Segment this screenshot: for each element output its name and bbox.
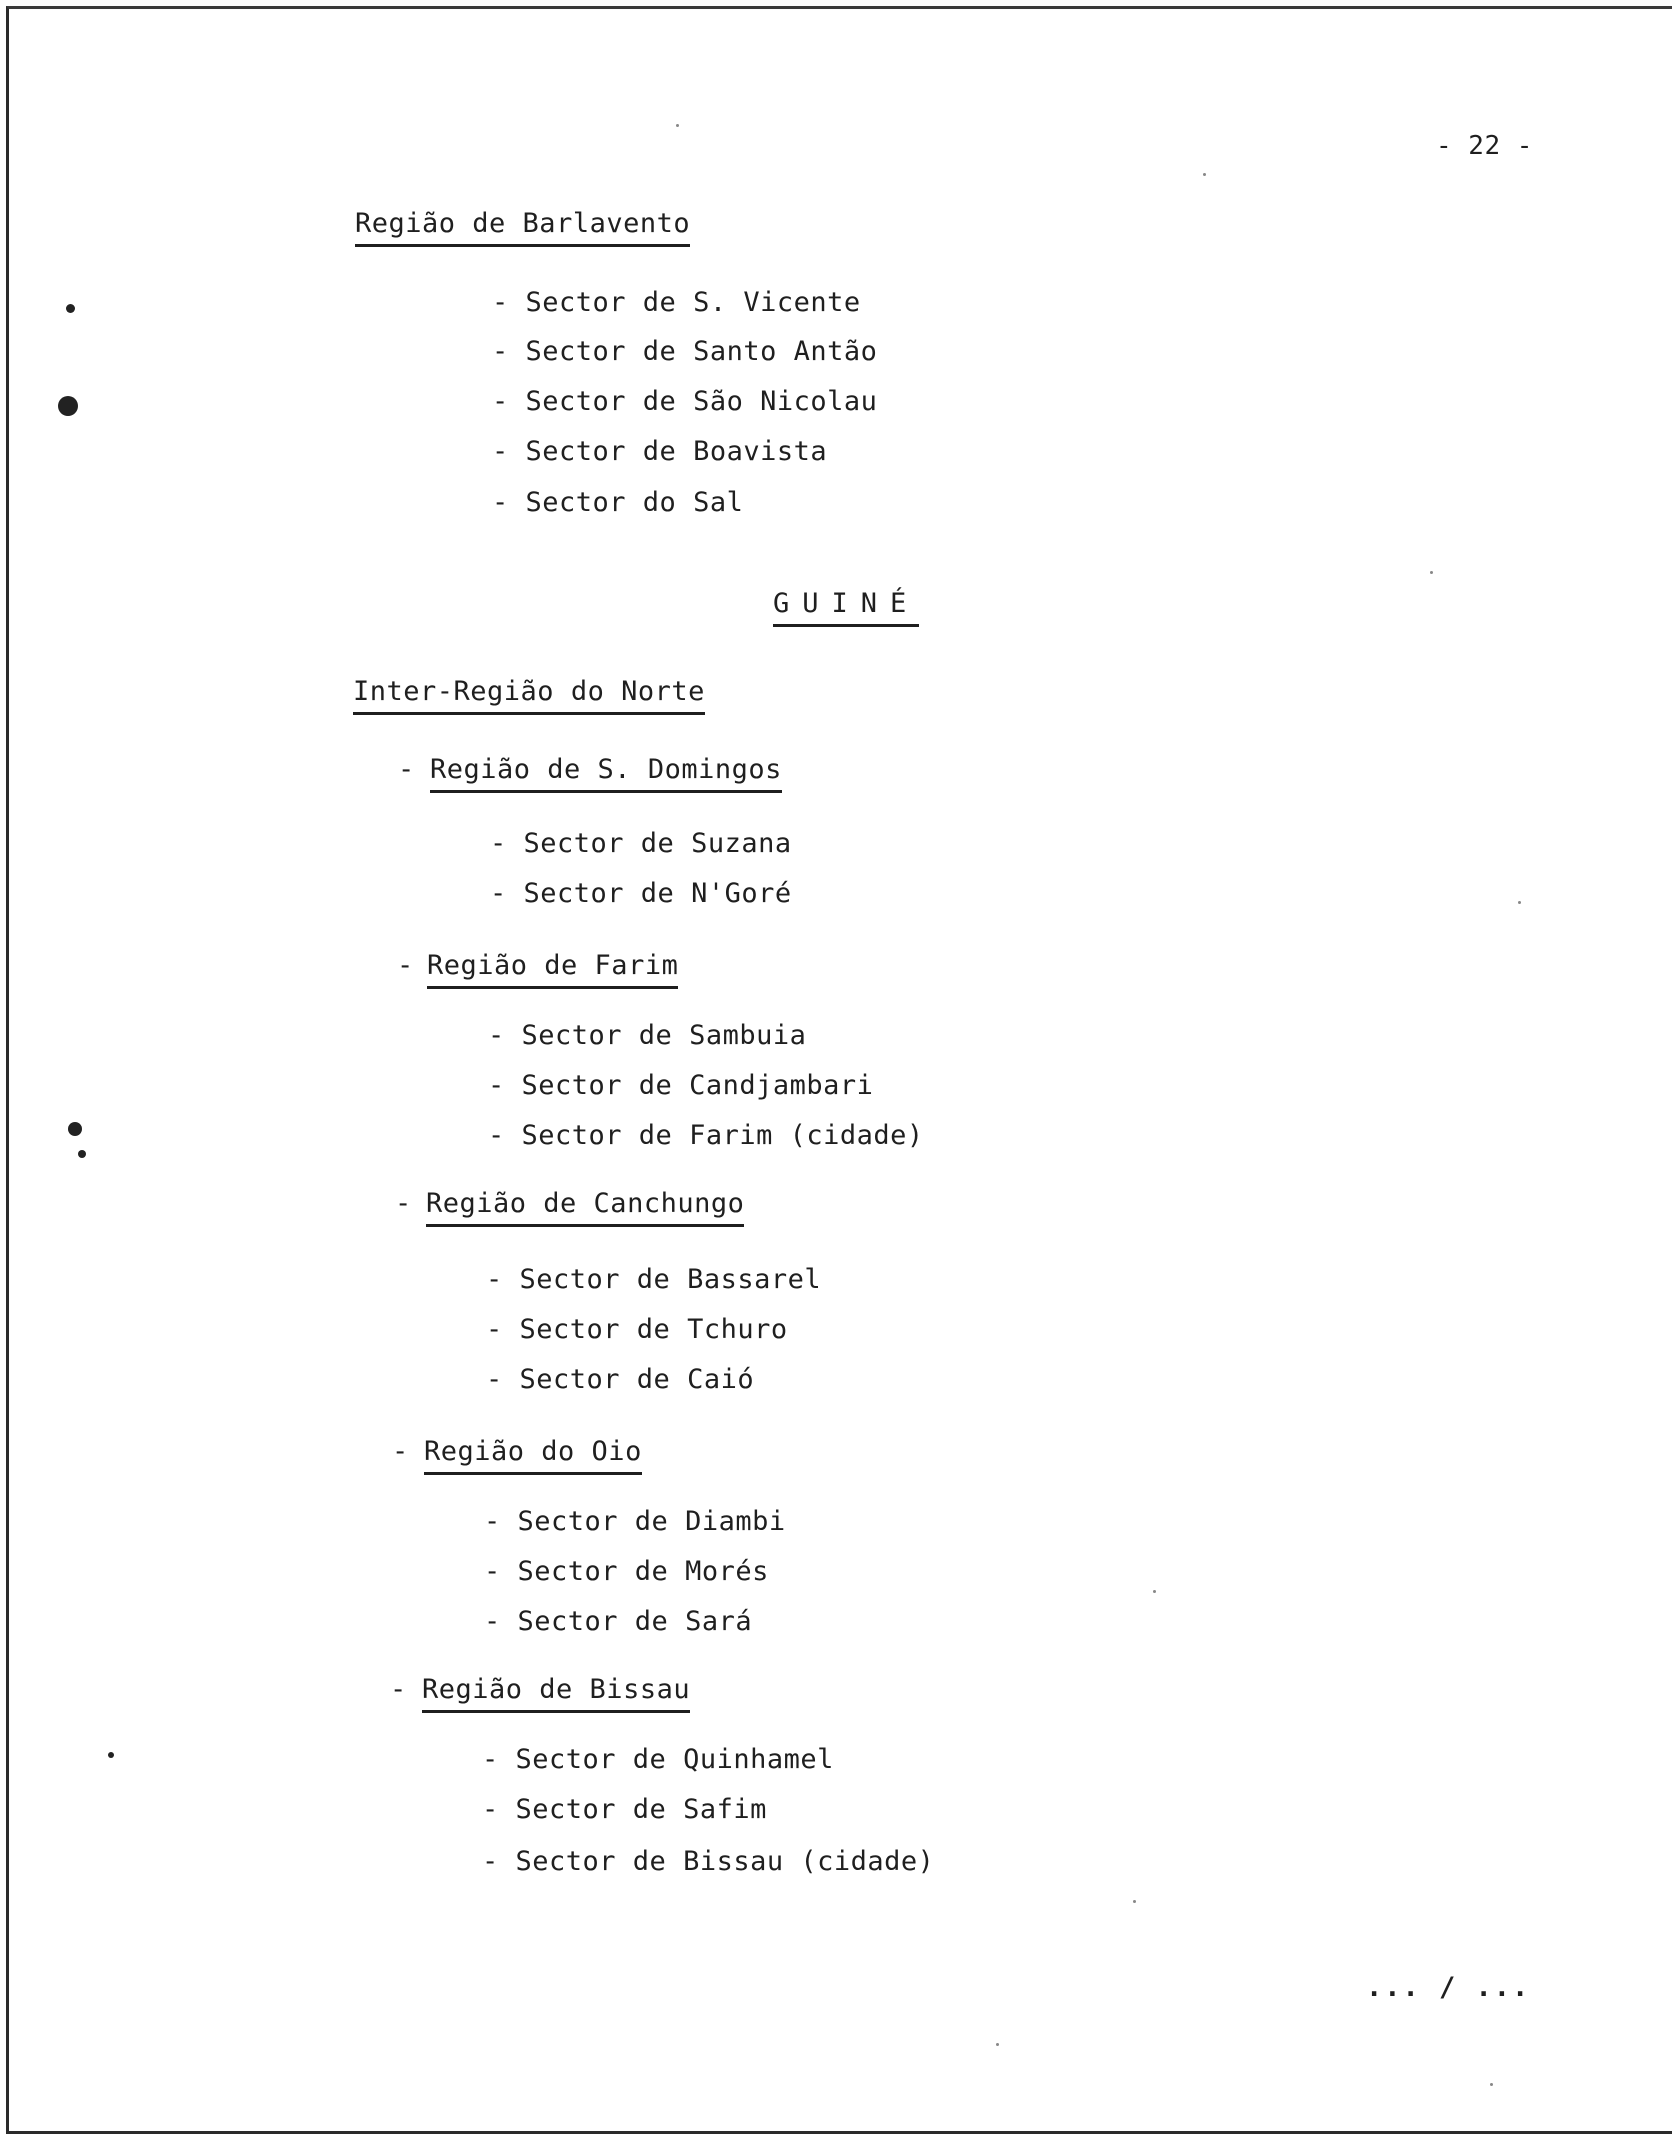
- list-item: - Sector de Bissau (cidade): [482, 1846, 935, 1877]
- section-heading-guine: GUINÉ: [773, 588, 919, 627]
- list-item: - Sector de Morés: [484, 1556, 769, 1587]
- list-item: - Sector de Candjambari: [488, 1070, 874, 1101]
- region-dash: -: [395, 1188, 412, 1219]
- region-heading: Região do Oio: [424, 1436, 642, 1475]
- list-item: - Sector de Safim: [482, 1794, 767, 1825]
- scan-mark: [58, 396, 78, 416]
- section-heading-norte: Inter-Região do Norte: [353, 676, 705, 715]
- section-heading-barlavento: Região de Barlavento: [355, 208, 690, 247]
- list-item: - Sector de Bassarel: [486, 1264, 822, 1295]
- region-dash: -: [397, 950, 414, 981]
- list-item: - Sector de São Nicolau: [492, 386, 878, 417]
- region-heading: Região de Farim: [427, 950, 678, 989]
- region-heading: Região de S. Domingos: [430, 754, 782, 793]
- list-item: - Sector de N'Goré: [490, 878, 792, 909]
- page-number: - 22 -: [1436, 131, 1533, 161]
- list-item: - Sector de Suzana: [490, 828, 792, 859]
- scan-mark: [68, 1122, 82, 1136]
- continuation-marker: ... / ...: [1366, 1972, 1531, 2003]
- list-item: - Sector de Sará: [484, 1606, 753, 1637]
- list-item: - Sector de Farim (cidade): [488, 1120, 924, 1151]
- region-dash: -: [392, 1436, 409, 1467]
- scan-mark: [78, 1150, 86, 1158]
- list-item: - Sector de Tchuro: [486, 1314, 788, 1345]
- region-dash: -: [390, 1674, 407, 1705]
- region-heading: Região de Canchungo: [426, 1188, 744, 1227]
- list-item: - Sector de Santo Antão: [492, 336, 878, 367]
- list-item: - Sector de S. Vicente: [492, 287, 861, 318]
- list-item: - Sector de Diambi: [484, 1506, 786, 1537]
- list-item: - Sector de Quinhamel: [482, 1744, 834, 1775]
- list-item: - Sector do Sal: [492, 487, 744, 518]
- list-item: - Sector de Sambuia: [488, 1020, 807, 1051]
- list-item: - Sector de Caió: [486, 1364, 755, 1395]
- region-dash: -: [398, 754, 415, 785]
- list-item: - Sector de Boavista: [492, 436, 828, 467]
- scan-mark: [66, 304, 75, 313]
- region-heading: Região de Bissau: [422, 1674, 690, 1713]
- scan-mark: [108, 1752, 114, 1758]
